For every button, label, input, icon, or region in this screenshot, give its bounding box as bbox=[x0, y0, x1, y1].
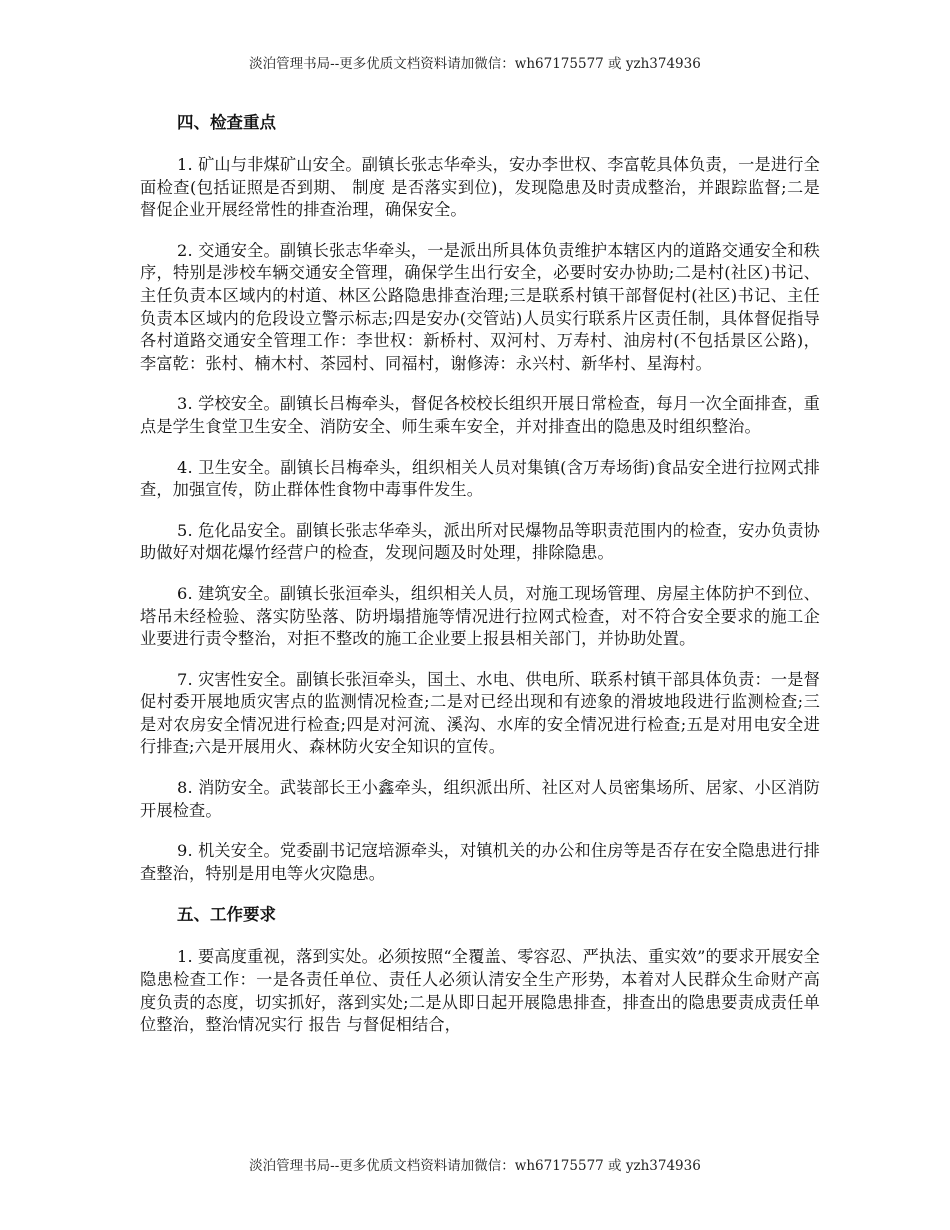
section-heading-inspection-focus: 四、检查重点 bbox=[177, 113, 276, 132]
paragraph-disaster-safety: 7. 灾害性安全。副镇长张洹牵头，国土、水电、供电所、联系村镇干部具体负责：一是督促村委开展地质灾害点的监测情况检查;二是对已经出现和有迹象的滑坡地段进行监测检查;三是对农房安全情况进行检查;四是对河流、溪沟、水库的安全情况进行检查;五是对用电安全进行排查;六是开展用火、森林防火安全知识的宣传。 bbox=[140, 669, 820, 757]
paragraph-health-safety: 4. 卫生安全。副镇长吕梅牵头，组织相关人员对集镇(含万寿场街)食品安全进行拉网式排查，加强宣传，防止群体性食物中毒事件发生。 bbox=[140, 457, 820, 500]
paragraph-construction-safety: 6. 建筑安全。副镇长张洹牵头，组织相关人员，对施工现场管理、房屋主体防护不到位、塔吊未经检验、落实防坠落、防坍塌措施等情况进行拉网式检查，对不符合安全要求的施工企业要进行责令整治，对拒不整改的施工企业要上报县相关部门，并协助处置。 bbox=[140, 583, 820, 649]
paragraph-traffic-safety: 2. 交通安全。副镇长张志华牵头，一是派出所具体负责维护本辖区内的道路交通安全和秩序，特别是涉校车辆交通安全管理，确保学生出行安全，必要时安办协助;二是村(社区)书记、主任负责本区域内的村道、林区公路隐患排查治理;三是联系村镇干部督促村(社区)书记、主任负责本区域内的危段设立警示标志;四是安办(交管站)人员实行联系片区责任制，具体督促指导各村道路交通安全管理工作：李世权：新桥村、双河村、万寿村、油房村(不包括景区公路)，李富乾：张村、楠木村、茶园村、同福村，谢修涛：永兴村、新华村、星海村。 bbox=[140, 240, 820, 373]
document-body bbox=[140, 111, 820, 1037]
page-header: 淡泊管理书局--更多优质文档资料请加微信：wh67175577 或 yzh374936 bbox=[249, 56, 701, 72]
paragraph-high-priority: 1. 要高度重视，落到实处。必须按照“全覆盖、零容忍、严执法、重实效”的要求开展安全隐患检查工作：一是各责任单位、责任人必须认清安全生产形势，本着对人民群众生命财产高度负责的态度，切实抓好，落到实处;二是从即日起开展隐患排查，排查出的隐患要责成责任单位整治，整治情况实行 报告 与督促相结合， bbox=[140, 947, 820, 1035]
paragraph-fire-safety: 8. 消防安全。武装部长王小鑫牵头，组织派出所、社区对人员密集场所、居家、小区消防开展检查。 bbox=[140, 778, 820, 820]
paragraph-office-safety: 9. 机关安全。党委副书记寇培源牵头，对镇机关的办公和住房等是否存在安全隐患进行排查整治，特别是用电等火灾隐患。 bbox=[140, 841, 820, 883]
paragraph-hazardous-chemicals-safety: 5. 危化品安全。副镇长张志华牵头，派出所对民爆物品等职责范围内的检查，安办负责协助做好对烟花爆竹经营户的检查，发现问题及时处理，排除隐患。 bbox=[140, 520, 820, 563]
paragraph-mining-safety: 1. 矿山与非煤矿山安全。副镇长张志华牵头，安办李世权、李富乾具体负责，一是进行全面检查(包括证照是否到期、 制度 是否落实到位)，发现隐患及时责成整治，并跟踪监督;二是督促企业开展经常性的排查治理，确保安全。 bbox=[140, 155, 820, 220]
section-heading-work-requirements: 五、工作要求 bbox=[177, 905, 276, 925]
page-footer: 淡泊管理书局--更多优质文档资料请加微信：wh67175577 或 yzh374936 bbox=[249, 1158, 701, 1174]
paragraph-school-safety: 3. 学校安全。副镇长吕梅牵头，督促各校校长组织开展日常检查，每月一次全面排查，重点是学生食堂卫生安全、消防安全、师生乘车安全，并对排查出的隐患及时组织整治。 bbox=[140, 394, 820, 436]
